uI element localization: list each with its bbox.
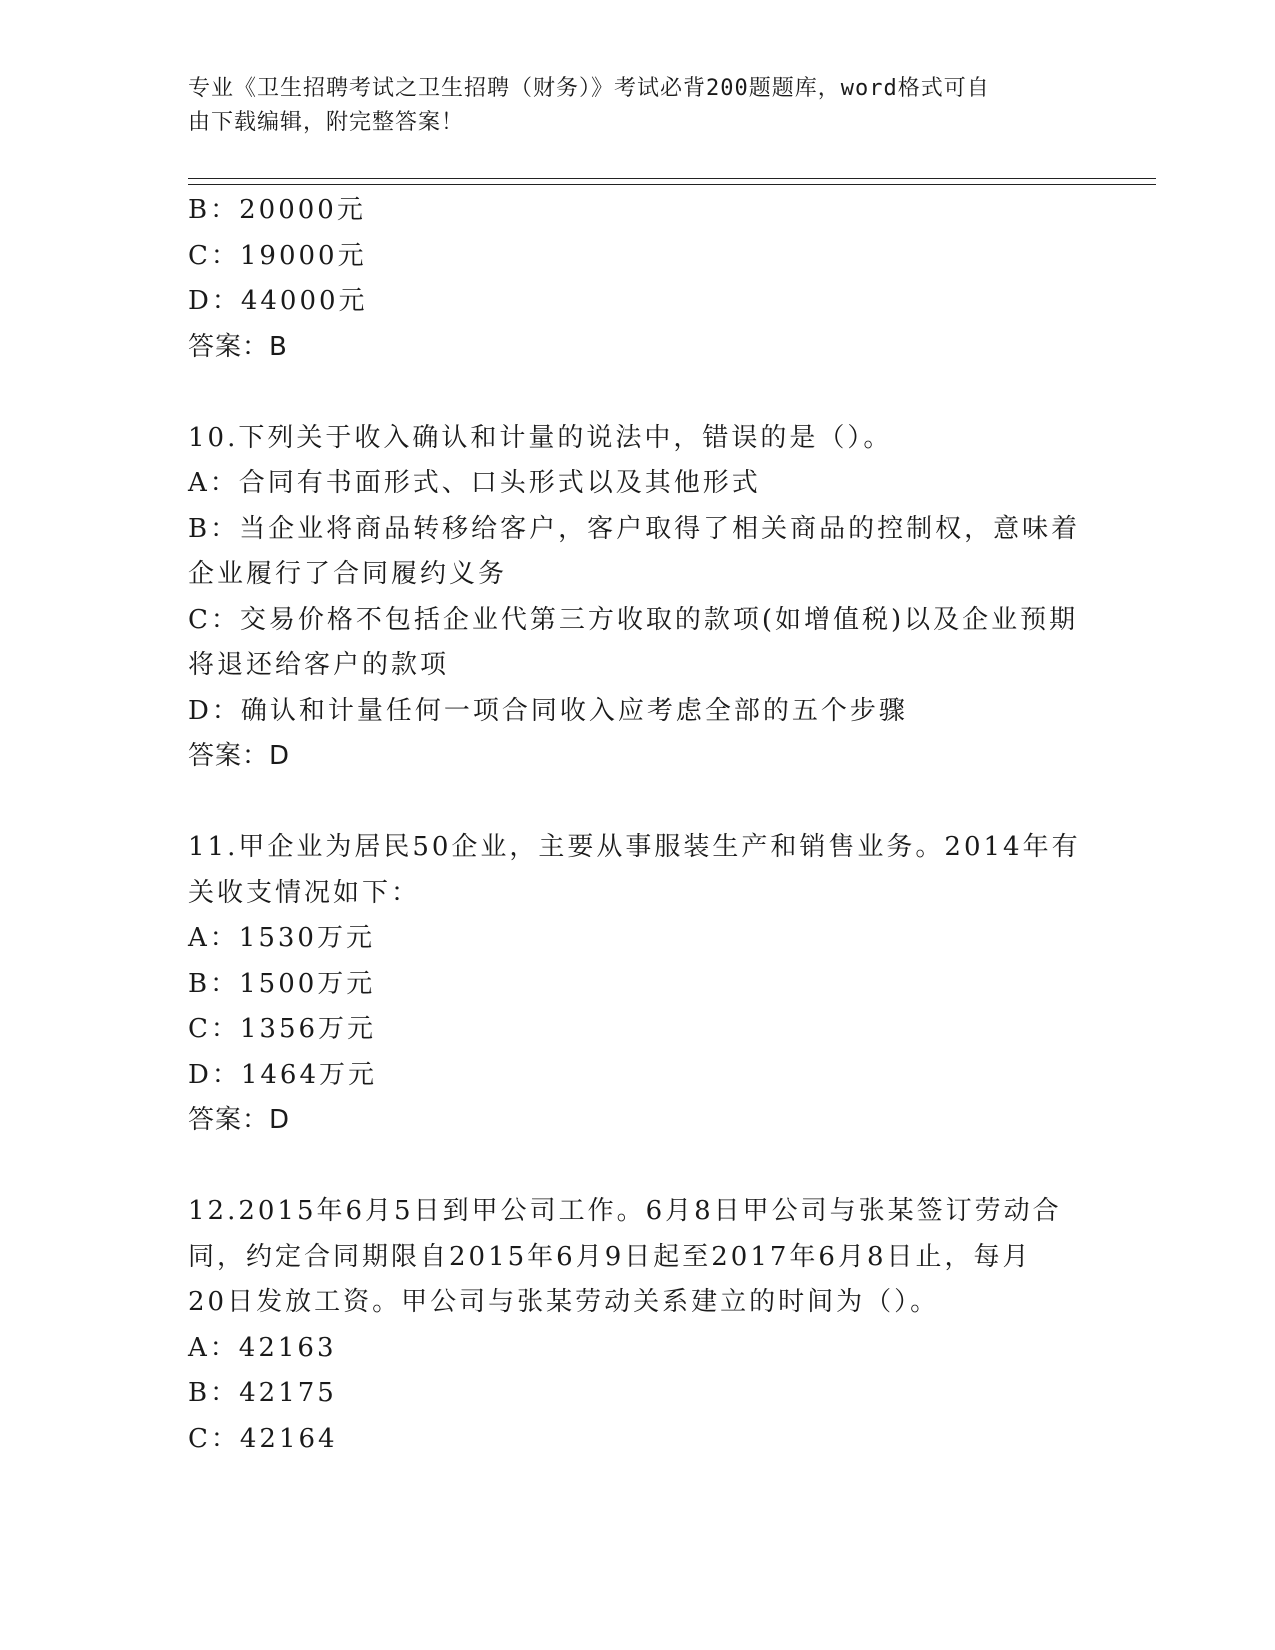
- option-c: C：交易价格不包括企业代第三方收取的款项(如增值税)以及企业预期: [188, 604, 1079, 635]
- header-title-line-2: 由下载编辑，附完整答案！: [188, 110, 465, 135]
- option-a: A：1530万元: [188, 923, 375, 953]
- spacer: [188, 370, 1088, 416]
- header-title-line-1: 专业《卫生招聘考试之卫生招聘（财务）》考试必背200题题库，word格式可自: [188, 76, 990, 101]
- question-stem-continued: 20日发放工资。甲公司与张某劳动关系建立的时间为（）。: [188, 1287, 940, 1317]
- option-b: B：1500万元: [188, 968, 376, 999]
- question-9-tail: [188, 188, 1088, 370]
- page-header: [188, 72, 1068, 140]
- question-list: [188, 188, 1088, 1462]
- question-stem: 12.2015年6月5日到甲公司工作。6月8日甲公司与张某签订劳动合: [188, 1196, 1062, 1226]
- question-stem-continued: 同，约定合同期限自2015年6月9日起至2017年6月8日止，每月: [188, 1241, 1032, 1272]
- header-divider-bottom: [188, 184, 1156, 185]
- option-c-continued: 将退还给客户的款项: [188, 650, 450, 680]
- answer-line: 答案：B: [188, 331, 288, 362]
- option-d: D：1464万元: [188, 1059, 378, 1090]
- answer-line: 答案：D: [188, 741, 291, 771]
- option-b: B：42175: [188, 1378, 337, 1408]
- spacer: [188, 780, 1088, 826]
- option-b: B：当企业将商品转移给客户，客户取得了相关商品的控制权，意味着: [188, 513, 1081, 544]
- header-divider-top: [188, 178, 1156, 179]
- option-d: D：44000元: [188, 286, 368, 316]
- question-stem-continued: 关收支情况如下：: [188, 877, 421, 908]
- option-b: B：20000元: [188, 195, 366, 225]
- question-stem: 10.下列关于收入确认和计量的说法中，错误的是（）。: [188, 422, 893, 453]
- option-b-continued: 企业履行了合同履约义务: [188, 559, 508, 589]
- question-stem: 11.甲企业为居民50企业，主要从事服装生产和销售业务。2014年有: [188, 832, 1081, 862]
- option-c: C：19000元: [188, 240, 367, 271]
- option-c: C：1356万元: [188, 1014, 377, 1044]
- option-c: C：42164: [188, 1423, 338, 1454]
- question-10: [188, 416, 1088, 780]
- option-d: D：确认和计量任何一项合同收入应考虑全部的五个步骤: [188, 695, 908, 726]
- question-12: [188, 1189, 1088, 1462]
- option-a: A：42163: [188, 1332, 337, 1363]
- question-11: [188, 825, 1088, 1144]
- option-a: A：合同有书面形式、口头形式以及其他形式: [188, 468, 761, 498]
- spacer: [188, 1144, 1088, 1190]
- answer-line: 答案：D: [188, 1105, 291, 1135]
